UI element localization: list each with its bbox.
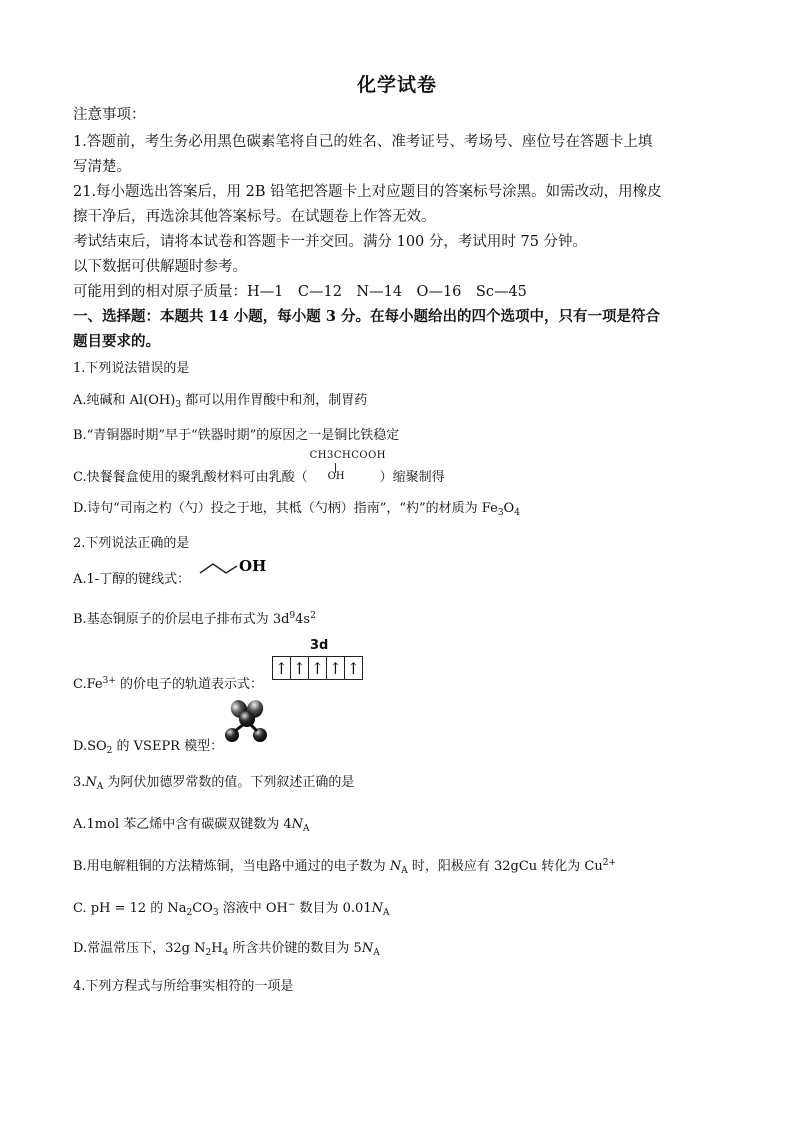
section-heading-1: 一、选择题：本题共 14 小题，每小题 3 分。在每小题给出的四个选项中，只有一项是符合	[73, 308, 660, 325]
q2-stem: 2.下列说法正确的是	[73, 536, 190, 551]
orbital-label: 3d	[310, 638, 329, 653]
q1-option-b: B.“青铜器时期”早于“铁器时期”的原因之一是铜比铁稳定	[73, 428, 400, 443]
q1-option-d: D.诗句“司南之杓（勺）投之于地，其柢（勺柄）指南”，“杓”的材质为 $Fe_3O_4$	[73, 501, 520, 518]
q3-option-d: D.常温常压下，32g $N_2H_4$ 所含共价键的数目为 $5N_A$	[73, 941, 380, 958]
q3-option-a: A.1mol 苯乙烯中含有碳碳双键数为 $4N_A$	[73, 817, 310, 834]
butanol-skeletal-formula	[197, 555, 269, 581]
notice-heading: 注意事项：	[73, 107, 146, 123]
notice-line-1a: 1.答题前，考生务必用黑色碳素笔将自己的姓名、准考证号、考场号、座位号在答题卡上填	[73, 134, 653, 150]
orbital-cell: ↑	[346, 658, 361, 678]
q1-option-a: A.纯碱和 $Al(OH)_3$ 都可以用作胃酸中和剂，制胃药	[73, 393, 368, 410]
q2-option-d: $D.SO_2$ 的 VSEPR 模型：	[73, 739, 224, 756]
atomic-mass-line: 可能用到的相对原子质量：H—1 C—12 N—14 O—16 Sc—45	[73, 284, 527, 300]
q2-option-b: B.基态铜原子的价层电子排布式为 $3d^94s^2$	[73, 611, 316, 627]
svg-text:OH: OH	[239, 557, 267, 575]
orbital-cell: ↑	[291, 657, 309, 679]
orbital-cell: ↑	[273, 657, 291, 679]
q3-stem: $3.N_A$ 为阿伏加德罗常数的值。下列叙述正确的是	[73, 775, 355, 792]
notice-line-2b: 擦干净后，再选涂其他答案标号。在试题卷上作答无效。	[73, 209, 436, 225]
orbital-diagram	[272, 638, 363, 680]
notice-line-3: 考试结束后，请将本试卷和答题卡一并交回。满分 100 分，考试用时 75 分钟。	[73, 234, 588, 250]
orbital-cell: ↑	[309, 657, 327, 679]
notice-line-4: 以下数据可供解题时参考。	[73, 259, 247, 275]
q4-stem: 4.下列方程式与所给事实相符的一项是	[73, 979, 294, 994]
q2-option-c: $C.Fe^{3+}$ 的价电子的轨道表示式：	[73, 676, 264, 692]
q1-stem: 1.下列说法错误的是	[73, 361, 190, 376]
q2-option-a: A.1-丁醇的键线式：	[73, 572, 191, 587]
orbital-cell: ↑	[327, 657, 345, 679]
q1-option-c: C.快餐餐盒使用的聚乳酸材料可由乳酸（ CH3CHCOOH OH ）缩聚制得	[73, 449, 445, 485]
notice-line-2a: 21.每小题选出答案后，用 2B 铅笔把答题卡上对应题目的答案标号涂黑。如需改动，用橡皮	[73, 184, 662, 200]
lactic-acid-structure: CH3CHCOOH OH	[309, 449, 386, 482]
section-heading-2: 题目要求的。	[73, 333, 160, 350]
notice-line-1b: 写清楚。	[73, 159, 131, 175]
q3-option-c: C. pH = 12 的 $Na_2CO_3$ 溶液中 OH− 数目为 $0.01N_A$	[73, 900, 390, 918]
page-title: 化学试卷	[356, 74, 437, 96]
q3-option-b: B.用电解粗铜的方法精炼铜，当电路中通过的电子数为 $N_A$ 时，阳极应有 32gCu 转化为 $Cu^{2+}$	[73, 858, 617, 876]
so2-vsepr-model-image	[222, 697, 272, 747]
